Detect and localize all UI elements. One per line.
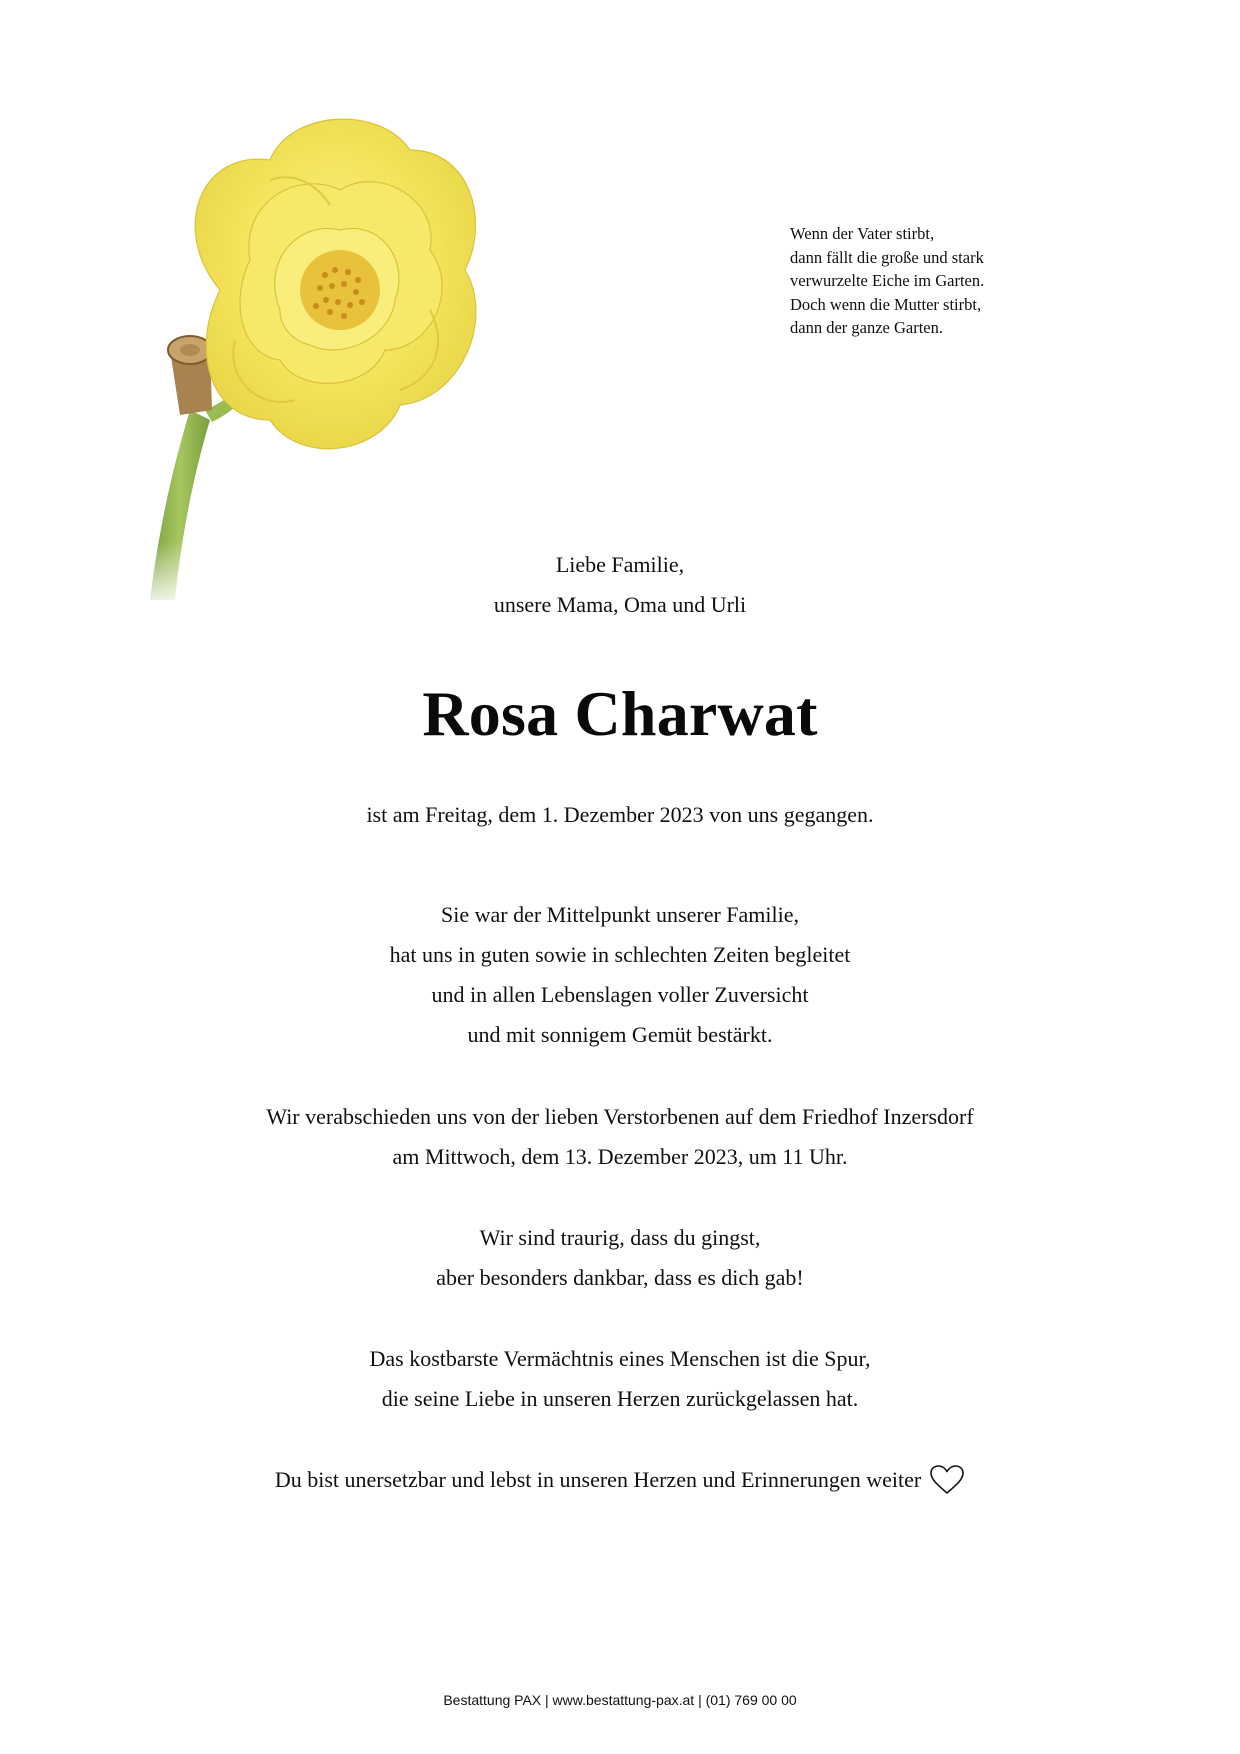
deceased-name: Rosa Charwat — [422, 678, 818, 749]
closing-line — [275, 1460, 965, 1500]
legacy-line: Das kostbarste Vermächtnis eines Menschen ist die Spur, — [369, 1346, 871, 1371]
intro-block — [0, 545, 1240, 625]
intro-line: unsere Mama, Oma und Urli — [493, 592, 747, 617]
farewell-line: Wir verabschieden uns von der lieben Verstorbenen auf dem Friedhof Inzersdorf — [266, 1104, 974, 1129]
quote-line: Wenn der Vater stirbt, — [790, 224, 935, 243]
quote-line: Doch wenn die Mutter stirbt, — [790, 294, 982, 314]
heart-outline-icon — [929, 1464, 965, 1496]
yellow-rose-image — [130, 110, 550, 610]
farewell-line: am Mittwoch, dem 13. Dezember 2023, um 11 Uhr. — [392, 1144, 848, 1169]
footer-text: Bestattung PAX | www.bestattung-pax.at | (01) 769 00 00 — [443, 1692, 797, 1708]
gratitude-line: aber besonders dankbar, dass es dich gab! — [436, 1265, 804, 1290]
gratitude-line: Wir sind traurig, dass du gingst, — [479, 1225, 761, 1250]
intro-line: Liebe Familie, — [555, 552, 685, 577]
legacy-block — [0, 1339, 1240, 1419]
tribute-line: Sie war der Mittelpunkt unserer Familie, — [440, 902, 800, 927]
death-notice-block — [0, 795, 1240, 835]
farewell-block — [0, 1097, 1240, 1177]
name-block — [0, 678, 1240, 750]
death-notice: ist am Freitag, dem 1. Dezember 2023 von uns gegangen. — [366, 802, 874, 827]
tribute-line: und in allen Lebenslagen voller Zuversicht — [431, 982, 809, 1007]
legacy-line: die seine Liebe in unseren Herzen zurückgelassen hat. — [381, 1386, 859, 1411]
tribute-line: hat uns in guten sowie in schlechten Zeiten begleitet — [389, 942, 851, 967]
tribute-block — [0, 895, 1240, 1055]
closing-block — [0, 1460, 1240, 1500]
gratitude-block — [0, 1218, 1240, 1298]
tribute-line: und mit sonnigem Gemüt bestärkt. — [467, 1022, 773, 1047]
quote-line: dann fällt die große und stark — [790, 247, 984, 267]
quote-block — [790, 222, 984, 340]
quote-line: verwurzelte Eiche im Garten. — [790, 271, 985, 290]
quote-line: dann der ganze Garten. — [790, 318, 944, 337]
footer — [0, 1692, 1240, 1708]
closing-text: Du bist unersetzbar und lebst in unseren Herzen und Erinnerungen weiter — [274, 1467, 922, 1492]
